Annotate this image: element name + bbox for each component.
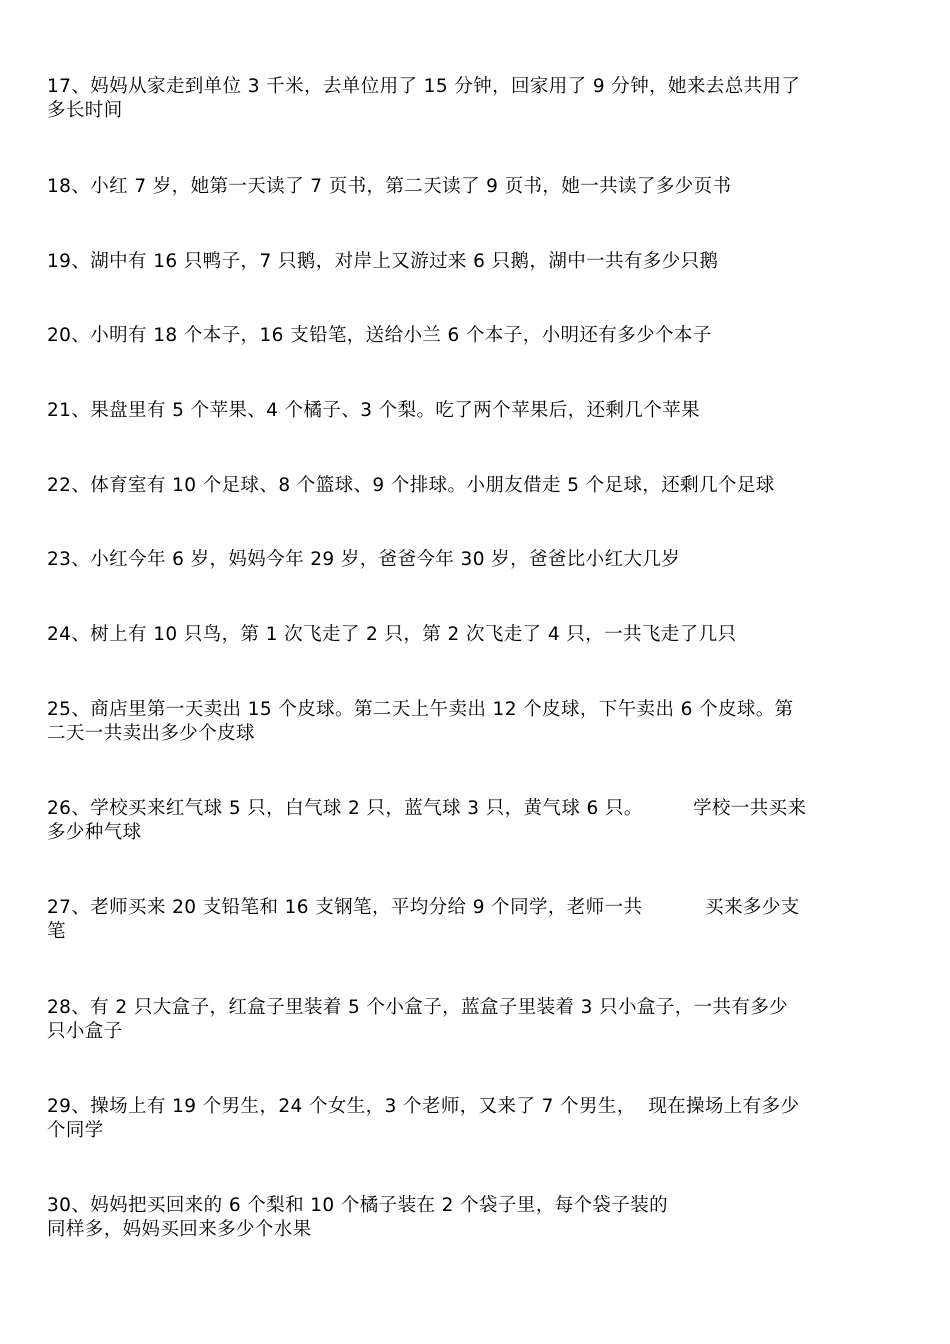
problem-18: 18、小红 7 岁，她第一天读了 7 页书，第二天读了 9 页书，她一共读了多少页书: [47, 176, 732, 197]
problem-29: 29、操场上有 19 个男生，24 个女生，3 个老师，又来了 7 个男生， 现在操场上有多少 个同学: [47, 1096, 800, 1141]
problem-26: 26、学校买来红气球 5 只，白气球 2 只，蓝气球 3 只，黄气球 6 只。 学校一共买来 多少种气球: [47, 798, 807, 843]
problem-24: 24、树上有 10 只鸟，第 1 次飞走了 2 只，第 2 次飞走了 4 只，一共飞走了几只: [47, 624, 737, 645]
problem-23: 23、小红今年 6 岁，妈妈今年 29 岁，爸爸今年 30 岁，爸爸比小红大几岁: [47, 549, 681, 570]
problem-27: 27、老师买来 20 支铅笔和 16 支钢笔，平均分给 9 个同学，老师一共 买来多少支 笔: [47, 897, 800, 942]
problem-19: 19、湖中有 16 只鸭子，7 只鹅，对岸上又游过来 6 只鹅，湖中一共有多少只鹅: [47, 251, 719, 272]
problem-22: 22、体育室有 10 个足球、8 个篮球、9 个排球。小朋友借走 5 个足球，还剩几个足球: [47, 475, 775, 496]
problem-17: 17、妈妈从家走到单位 3 千米，去单位用了 15 分钟，回家用了 9 分钟，她来去总共用了 多长时间: [47, 76, 801, 121]
problem-30: 30、妈妈把买回来的 6 个梨和 10 个橘子装在 2 个袋子里，每个袋子装的 同样多，妈妈买回来多少个水果: [47, 1195, 669, 1240]
problem-20: 20、小明有 18 个本子，16 支铅笔，送给小兰 6 个本子，小明还有多少个本子: [47, 325, 712, 346]
problem-28: 28、有 2 只大盒子，红盒子里装着 5 个小盒子，蓝盒子里装着 3 只小盒子，一共有多少 只小盒子: [47, 997, 789, 1042]
problem-21: 21、果盘里有 5 个苹果、4 个橘子、3 个梨。吃了两个苹果后，还剩几个苹果: [47, 400, 700, 421]
problem-25: 25、商店里第一天卖出 15 个皮球。第二天上午卖出 12 个皮球，下午卖出 6 个皮球。第 二天一共卖出多少个皮球: [47, 699, 794, 744]
